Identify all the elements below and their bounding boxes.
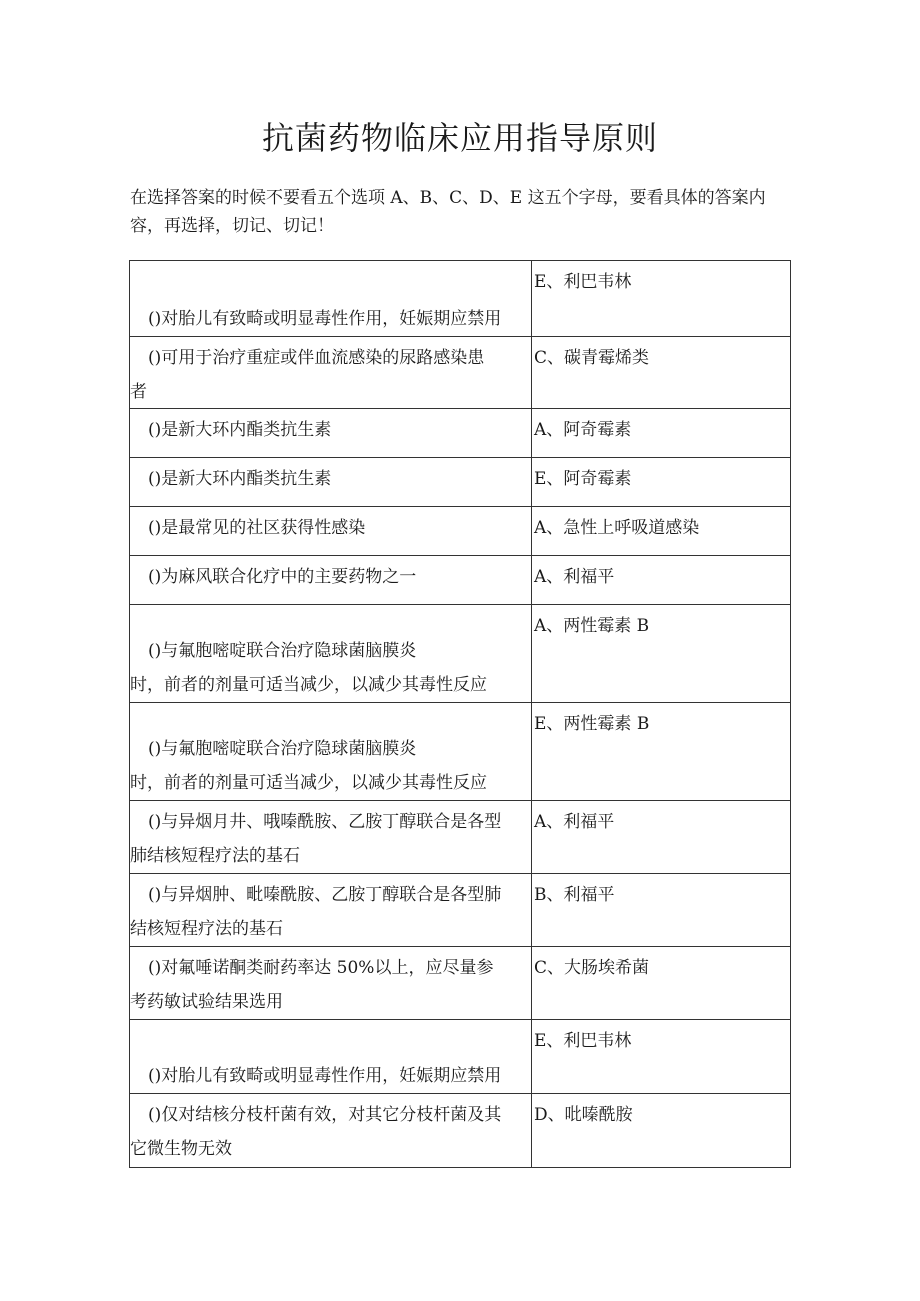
answer-cell: [532, 703, 791, 801]
question-text: [130, 1094, 531, 1167]
question-cell: [130, 337, 532, 409]
question-cell: [130, 605, 532, 703]
question-text: [130, 409, 531, 457]
question-line-1: ()与氟胞嘧啶联合治疗隐球菌脑膜炎: [148, 739, 417, 759]
question-cell: [130, 874, 532, 947]
question-line-1: ()与异烟肿、毗嗪酰胺、乙胺丁醇联合是各型肺: [148, 885, 502, 905]
answer-cell: [532, 801, 791, 874]
answer-cell: [532, 1020, 791, 1094]
question-cell: [130, 801, 532, 874]
question-line-1: ()为麻风联合化疗中的主要药物之一: [148, 567, 417, 587]
question-text: [130, 556, 531, 604]
table-row: [130, 947, 791, 1020]
question-text: [130, 458, 531, 506]
question-line-1: ()对胎儿有致畸或明显毒性作用，妊娠期应禁用: [148, 1066, 502, 1086]
answer-text: E、阿奇霉素: [534, 469, 632, 489]
question-cell: [130, 947, 532, 1020]
question-text: [130, 874, 531, 946]
question-line-2: 时，前者的剂量可适当减少，以减少其毒性反应: [130, 773, 487, 793]
answer-text: E、利巴韦林: [534, 1031, 632, 1051]
answer-text: C、碳青霉烯类: [534, 348, 650, 368]
question-line-2: 时，前者的剂量可适当减少，以减少其毒性反应: [130, 675, 487, 695]
question-cell: [130, 507, 532, 556]
question-text: [130, 605, 531, 702]
table-row: [130, 874, 791, 947]
question-line-2: 者: [130, 382, 147, 402]
question-cell: [130, 556, 532, 605]
table-body: [130, 261, 791, 1168]
table-row: [130, 605, 791, 703]
answer-cell: [532, 947, 791, 1020]
table-row: [130, 1020, 791, 1094]
question-line-1: ()与氟胞嘧啶联合治疗隐球菌脑膜炎: [148, 641, 417, 661]
question-line-1: ()可用于治疗重症或伴血流感染的尿路感染患: [148, 348, 485, 368]
answer-text: E、两性霉素 B: [534, 714, 650, 734]
answer-cell: [532, 507, 791, 556]
question-text: [130, 1020, 531, 1093]
instructions-paragraph: 在选择答案的时候不要看五个选项 A、B、C、D、E 这五个字母，要看具体的答案内容，再选择，切记、切记！: [130, 188, 766, 236]
question-text: [130, 801, 531, 873]
answer-cell: [532, 556, 791, 605]
answer-cell: [532, 874, 791, 947]
answer-cell: [532, 409, 791, 458]
answer-cell: [532, 261, 791, 337]
question-line-1: ()是最常见的社区获得性感染: [148, 518, 366, 538]
question-line-2: 结核短程疗法的基石: [130, 919, 283, 939]
answer-text: D、吡嗪酰胺: [534, 1105, 633, 1125]
question-cell: [130, 1020, 532, 1094]
answer-cell: [532, 337, 791, 409]
question-text: [130, 261, 531, 336]
answer-text: A、利福平: [534, 567, 615, 587]
question-cell: [130, 1094, 532, 1168]
question-line-2: 考药敏试验结果选用: [130, 992, 283, 1012]
answer-text: E、利巴韦林: [534, 272, 632, 292]
question-line-2: 它微生物无效: [130, 1139, 232, 1159]
table-row: [130, 409, 791, 458]
answer-text: C、大肠埃希菌: [534, 958, 650, 978]
answer-text: A、急性上呼吸道感染: [534, 518, 700, 538]
question-line-1: ()是新大环内酯类抗生素: [148, 420, 332, 440]
question-text: [130, 947, 531, 1019]
question-cell: [130, 261, 532, 337]
question-answer-table: [129, 260, 791, 1168]
table-row: [130, 507, 791, 556]
table-row: [130, 703, 791, 801]
question-line-1: ()对氟唾诺酮类耐药率达 50%以上，应尽量参: [148, 958, 494, 978]
answer-text: B、利福平: [534, 885, 615, 905]
table-row: [130, 458, 791, 507]
question-cell: [130, 458, 532, 507]
table-row: [130, 556, 791, 605]
answer-cell: [532, 458, 791, 507]
answer-text: A、阿奇霉素: [534, 420, 632, 440]
question-text: [130, 507, 531, 555]
answer-cell: [532, 605, 791, 703]
question-line-1: ()对胎儿有致畸或明显毒性作用，妊娠期应禁用: [148, 309, 502, 329]
question-cell: [130, 703, 532, 801]
question-line-2: 肺结核短程疗法的基石: [130, 846, 300, 866]
answer-text: A、两性霉素 B: [534, 616, 650, 636]
question-line-1: ()仅对结核分枝杆菌有效，对其它分枝杆菌及其: [148, 1105, 502, 1125]
table-row: [130, 337, 791, 409]
table-row: [130, 801, 791, 874]
question-text: [130, 703, 531, 800]
question-line-1: ()是新大环内酯类抗生素: [148, 469, 332, 489]
answer-text: A、利福平: [534, 812, 615, 832]
question-text: [130, 337, 531, 408]
question-cell: [130, 409, 532, 458]
answer-cell: [532, 1094, 791, 1168]
table-row: [130, 1094, 791, 1168]
table-row: [130, 261, 791, 337]
question-line-1: ()与异烟月井、哦嗪酰胺、乙胺丁醇联合是各型: [148, 812, 502, 832]
document-title: 抗菌药物临床应用指导原则: [261, 119, 658, 157]
